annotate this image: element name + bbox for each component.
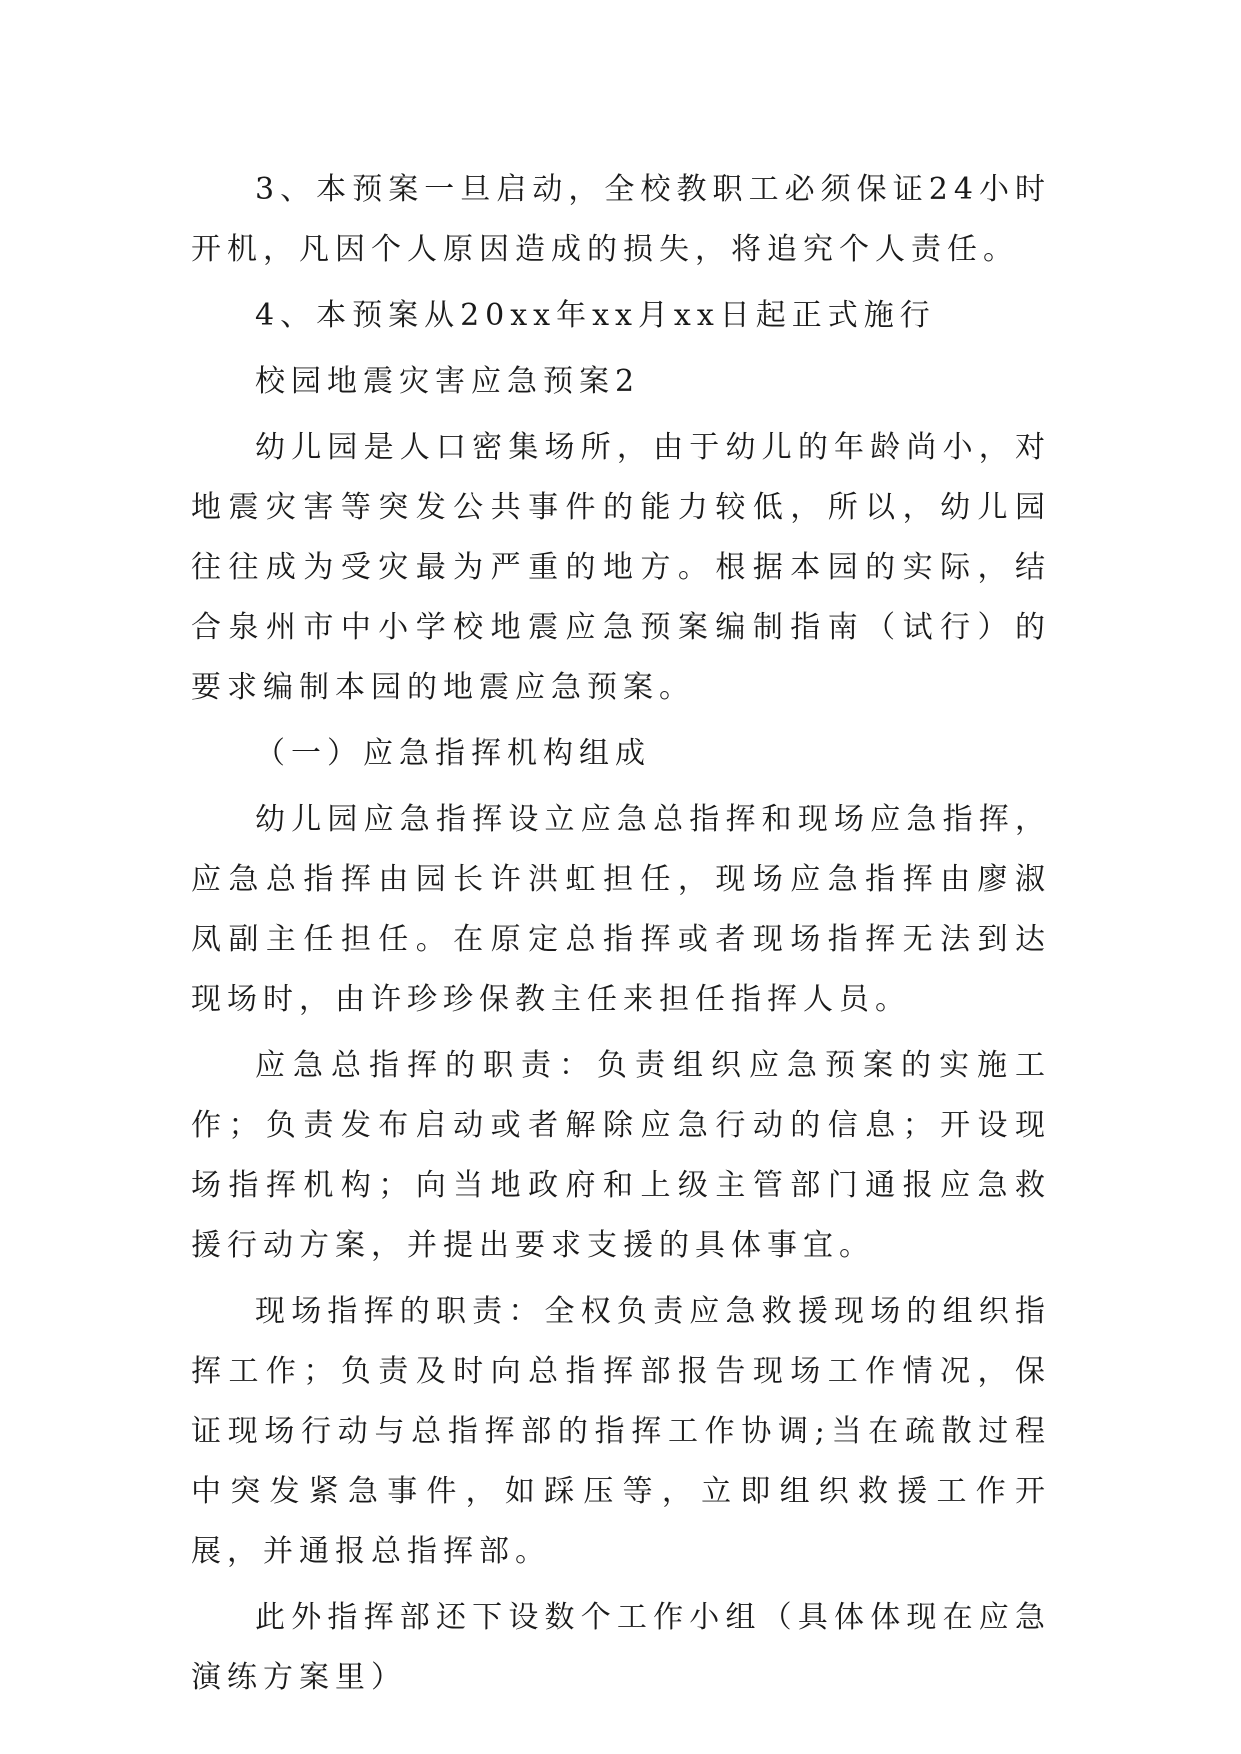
section-title: 校园地震灾害应急预案2 (255, 364, 641, 399)
site-commander-duties-paragraph: 现场指挥的职责：全权负责应急救援现场的组织指挥工作；负责及时向总指挥部报告现场工作情况，保证现场行动与总指挥部的指挥工作协调;当在疏散过程中突发紧急事件，如踩压等，立即组织救援工作开展，并通报总指挥部。 (191, 1294, 1051, 1569)
paragraph-item-4: 4、本预案从20xx年xx月xx日起正式施行 (255, 298, 936, 333)
paragraph-item-3: 3、本预案一旦启动，全校教职工必须保证24小时开机，凡因个人原因造成的损失，将追究个人责任。 (191, 172, 1051, 267)
document-body (191, 160, 1051, 1708)
chief-commander-duties-paragraph: 应急总指挥的职责：负责组织应急预案的实施工作；负责发布启动或者解除应急行动的信息；开设现场指挥机构；向当地政府和上级主管部门通报应急救援行动方案，并提出要求支援的具体事宜。 (191, 1048, 1051, 1263)
working-groups-paragraph: 此外指挥部还下设数个工作小组（具体体现在应急演练方案里） (191, 1600, 1051, 1695)
subsection-heading: （一）应急指挥机构组成 (255, 736, 651, 771)
command-structure-paragraph: 幼儿园应急指挥设立应急总指挥和现场应急指挥，应急总指挥由园长许洪虹担任，现场应急指挥由廖淑凤副主任担任。在原定总指挥或者现场指挥无法到达现场时，由许珍珍保教主任来担任指挥人员。 (191, 802, 1051, 1017)
intro-paragraph: 幼儿园是人口密集场所，由于幼儿的年龄尚小，对地震灾害等突发公共事件的能力较低，所以，幼儿园往往成为受灾最为严重的地方。根据本园的实际，结合泉州市中小学校地震应急预案编制指南（试行）的要求编制本园的地震应急预案。 (191, 430, 1051, 705)
